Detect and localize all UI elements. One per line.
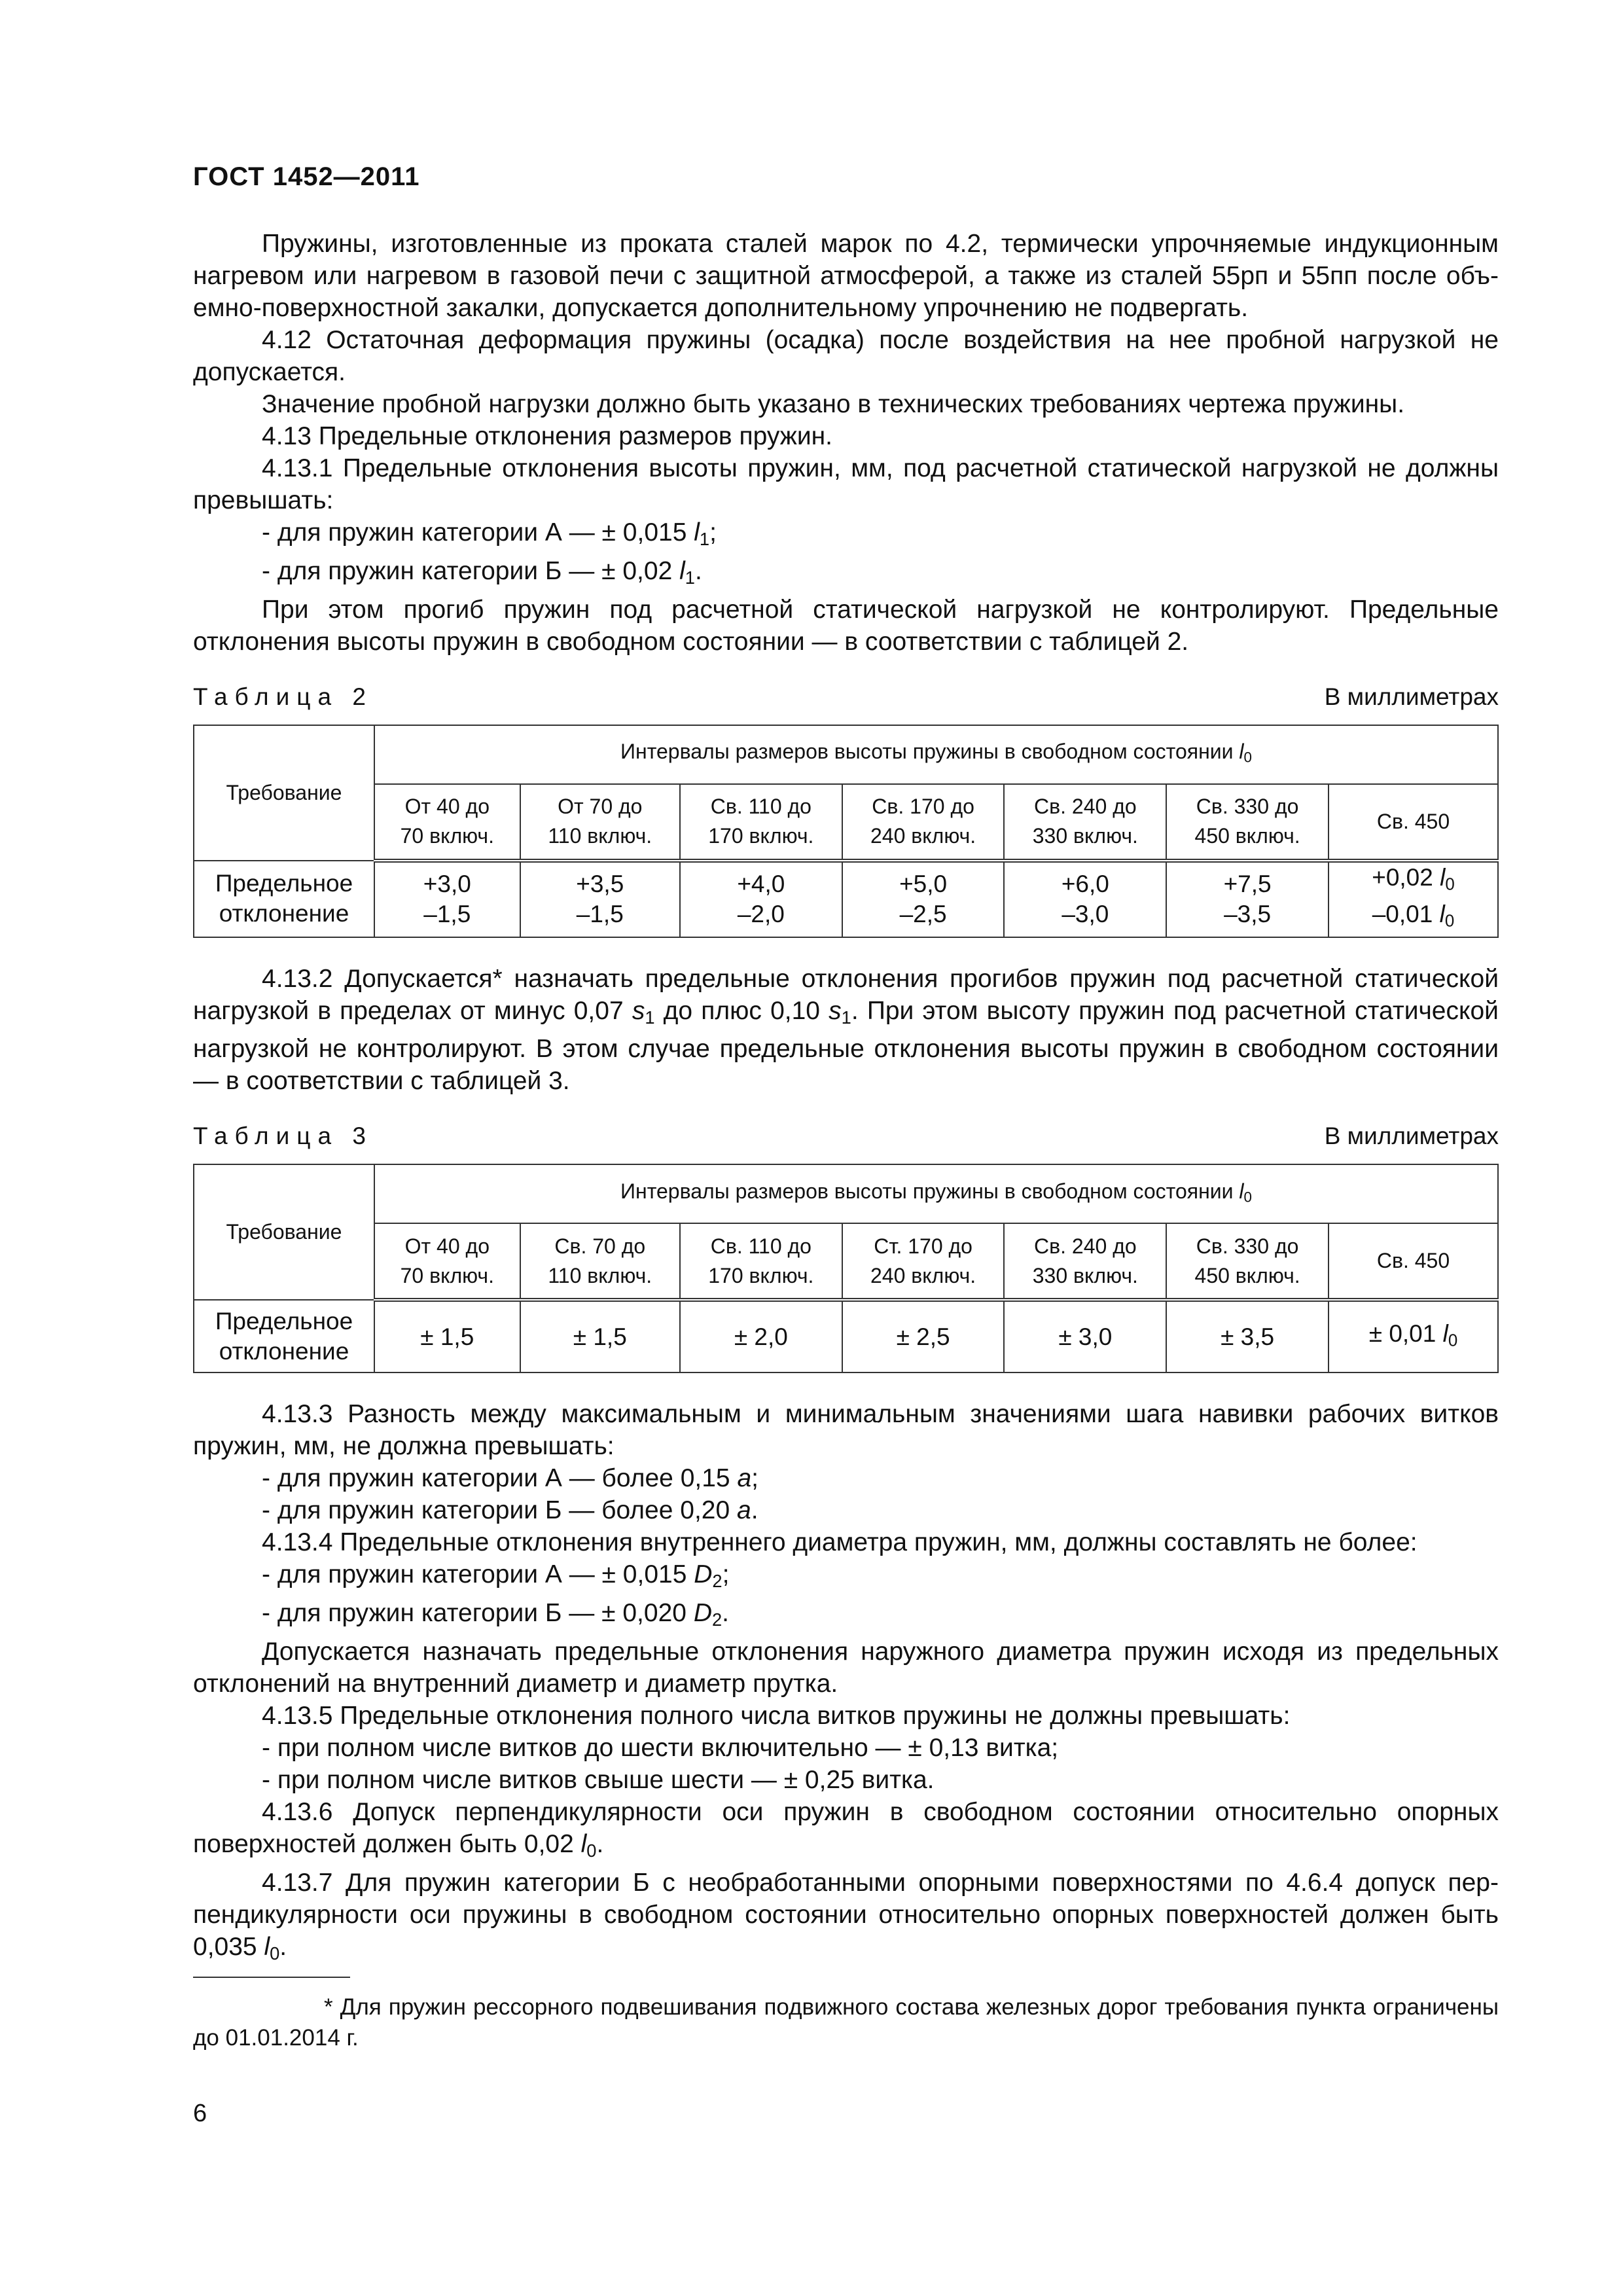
table-header-requirement: Требование (194, 1164, 374, 1300)
table-header-row (194, 1223, 1498, 1300)
table-cell: +0,02 $l_0$ –0,01 $l_0$ (1329, 861, 1498, 937)
table-header-group: Интервалы размеров высоты пружины в свободном состоянии $l_0$ (374, 725, 1498, 784)
paragraph-4-13-4: 4.13.4 Предельные отклонения внутреннего диаметра пружин, мм, должны составлять не более: (262, 1528, 1418, 1557)
table-cell: ± 2,0 (680, 1300, 842, 1372)
table-row (194, 1300, 1498, 1372)
table-row-label: Предельное отклонение (194, 861, 374, 937)
table-header-cell: Св. 450 (1329, 784, 1498, 861)
footnote (193, 1992, 1499, 2053)
list-item: - для пружин категории Б — более 0,20 a. (262, 1496, 758, 1525)
table-header-cell: Ст. 170 до 240 включ. (842, 1223, 1005, 1300)
table-header-cell: Св. 110 до 170 включ. (680, 784, 842, 861)
table-header-row (194, 1164, 1498, 1223)
table-header-cell: Св. 450 (1329, 1223, 1498, 1300)
table-header-cell: От 70 до 110 включ. (520, 784, 680, 861)
list-item: - для пружин категории А — ± 0,015 $D_2$; (262, 1560, 730, 1592)
table-header-cell: Св. 240 до 330 включ. (1004, 1223, 1166, 1300)
paragraph-4-13-7: 4.13.7 Для пружин категории Б с необработанными опорными поверхностями по 4.6.4 допуск перпендикулярности оси пружины в свободном состоянии относительно опорных поверхностей должен быть 0,035 $l_0$. (193, 1868, 1499, 1964)
table-header-row (194, 784, 1498, 861)
paragraph-4-13-6: 4.13.6 Допуск перпендикулярности оси пружин в свободном состоянии относительно опорных поверхностей должен быть 0,02 $l_0$. (193, 1798, 1499, 1861)
paragraph: При этом прогиб пружин под расчетной статической нагрузкой не контролируют. Предельные отклонения высоты пружин в свободном состоянии — в соответствии с таблицей 2. (193, 595, 1499, 656)
table-header-cell: Св. 110 до 170 включ. (680, 1223, 842, 1300)
table-cell: ± 3,5 (1166, 1300, 1329, 1372)
table-cell: +3,5 –1,5 (520, 861, 680, 937)
table-cell: ± 1,5 (374, 1300, 520, 1372)
table-cell: +7,5 –3,5 (1166, 861, 1329, 937)
footnote-divider (193, 1977, 350, 1978)
table-cell: ± 2,5 (842, 1300, 1005, 1372)
list-item: - для пружин категории А — ± 0,015 $l_1$; (262, 518, 717, 549)
table-row-label: Предельное отклонение (194, 1300, 374, 1372)
table-2 (193, 725, 1499, 938)
paragraph: Допускается назначать предельные отклонения наружного диаметра пружин исходя из предельных отклонений на внутренний диаметр и диаметр прутка. (193, 1638, 1499, 1698)
table-header-cell: Св. 330 до 450 включ. (1166, 784, 1329, 861)
table-cell: ± 3,0 (1004, 1300, 1166, 1372)
table-cell: +6,0 –3,0 (1004, 861, 1166, 937)
paragraph: Значение пробной нагрузки должно быть указано в технических требованиях чертежа пружины. (262, 390, 1405, 418)
paragraph-4-12: 4.12 Остаточная деформация пружины (осадка) после воздействия на нее пробной нагрузкой не допускается. (193, 326, 1499, 386)
table-header-requirement: Требование (194, 725, 374, 861)
list-item: - при полном числе витков свыше шести — ± 0,25 витка. (262, 1766, 935, 1794)
footnote-text: * Для пружин рессорного подвешивания подвижного состава железных дорог требования пункта ограничены до 01.01.2014 г. (193, 1994, 1499, 2051)
table-3-caption: Таблица 3 (193, 1122, 373, 1150)
list-item: - для пружин категории Б — ± 0,02 $l_1$. (262, 556, 702, 588)
table-cell: ± 0,01 $l_0$ (1329, 1300, 1498, 1372)
paragraph-4-13-5: 4.13.5 Предельные отклонения полного числа витков пружины не должны превышать: (262, 1702, 1291, 1730)
table-3-caption-row (193, 1120, 1499, 1152)
table-header-cell: От 40 до 70 включ. (374, 1223, 520, 1300)
page-number: 6 (193, 2100, 207, 2127)
table-header-row (194, 725, 1498, 784)
table-cell: +5,0 –2,5 (842, 861, 1005, 937)
table-3 (193, 1164, 1499, 1373)
table-header-cell: Св. 170 до 240 включ. (842, 784, 1005, 861)
table-header-cell: Св. 70 до 110 включ. (520, 1223, 680, 1300)
table-header-cell: От 40 до 70 включ. (374, 784, 520, 861)
table-2-caption: Таблица 2 (193, 683, 373, 710)
paragraph: Пружины, изготовленные из проката сталей марок по 4.2, термически упрочняемые индукционным нагревом или нагревом в газовой печи с защитной атмосферой, а также из сталей 55рп и 55пп после объемно-поверхностной закалки, допускается дополнительному упрочнению не подвергать. (193, 230, 1499, 322)
paragraph-4-13-2: 4.13.2 Допускается* назначать предельные отклонения прогибов пружин под расчетной статической нагрузкой в пределах от минус 0,07 $s_1$ до плюс 0,10 $s_1$. При этом высоту пружин под расчетной статической нагрузкой не контролируют. В этом случае предельные отклонения высоты пружин в свободном состоянии — в соответствии с таблицей 3. (193, 964, 1499, 1096)
table-header-cell: Св. 330 до 450 включ. (1166, 1223, 1329, 1300)
table-header-group: Интервалы размеров высоты пружины в свободном состоянии $l_0$ (374, 1164, 1498, 1223)
table-header-cell: Св. 240 до 330 включ. (1004, 784, 1166, 861)
list-item: - для пружин категории Б — ± 0,020 $D_2$. (262, 1599, 730, 1630)
paragraph-4-13-1: 4.13.1 Предельные отклонения высоты пружин, мм, под расчетной статической нагрузкой не должны превышать: (193, 454, 1499, 514)
table-cell: +4,0 –2,0 (680, 861, 842, 937)
table-cell: ± 1,5 (520, 1300, 680, 1372)
document-header: ГОСТ 1452—2011 (193, 162, 420, 191)
document-body (193, 228, 1499, 1969)
table-row (194, 861, 1498, 937)
list-item: - при полном числе витков до шести включительно — ± 0,13 витка; (262, 1734, 1059, 1762)
table-3-units: В миллиметрах (1324, 1122, 1499, 1150)
list-item: - для пружин категории А — более 0,15 a; (262, 1464, 758, 1493)
paragraph-4-13: 4.13 Предельные отклонения размеров пружин. (262, 422, 833, 450)
table-2-caption-row (193, 681, 1499, 713)
paragraph-4-13-3: 4.13.3 Разность между максимальным и минимальным значениями шага навивки рабочих витков пружин, мм, не должна превышать: (193, 1400, 1499, 1461)
table-2-units: В миллиметрах (1324, 683, 1499, 710)
table-cell: +3,0 –1,5 (374, 861, 520, 937)
